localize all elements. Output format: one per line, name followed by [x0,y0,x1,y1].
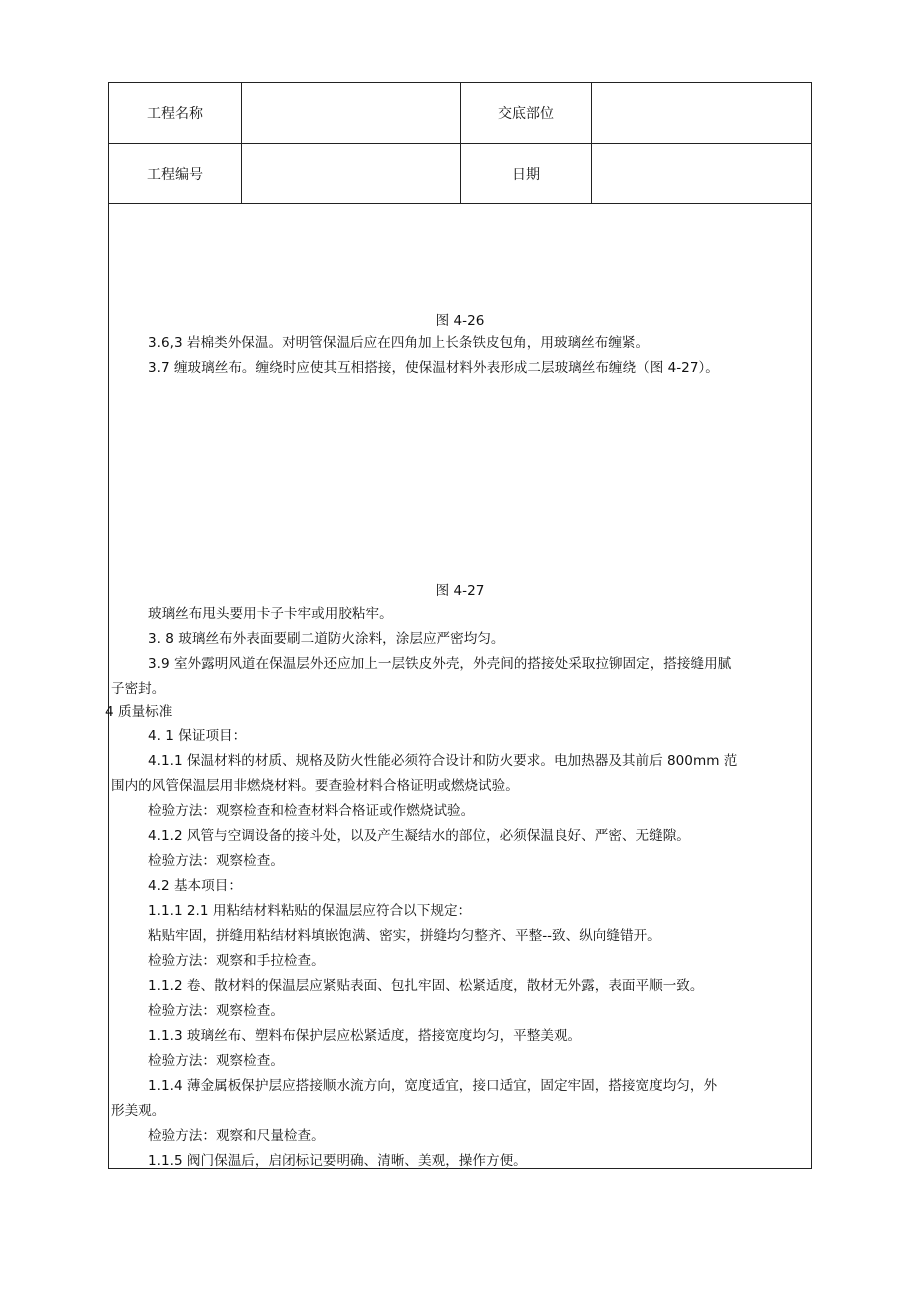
project-no-value [242,144,460,203]
paragraph: 1.1.1 2.1 用粘结材料粘贴的保温层应符合以下规定： [148,903,472,919]
paragraph: 粘贴牢固，拼缝用粘结材料填嵌饱满、密实，拼缝均匀整齐、平整--致、纵向缝错开。 [148,928,661,944]
paragraph: 1.1.3 玻璃丝布、塑料布保护层应松紧适度，搭接宽度均匀，平整美观。 [148,1028,582,1044]
handover-part-label: 交底部位 [498,106,554,122]
section-heading: 4 质量标准 [105,704,173,720]
date-label: 日期 [512,166,540,183]
check-method: 检验方法：观察检查和检查材料合格证或作燃烧试验。 [148,803,475,819]
date-value [592,144,811,203]
paragraph: 1.1.4 薄金属板保护层应搭接顺水流方向，宽度适宜，接口适宜，固定牢固，搭接宽度均匀，外 [148,1078,718,1094]
handover-part-value [592,83,811,143]
check-method: 检验方法：观察检查。 [148,853,284,869]
paragraph: 1.1.2 卷、散材料的保温层应紧贴表面、包扎牢固、松紧适度，散材无外露，表面平顺一致。 [148,978,704,994]
paragraph: 1.1.5 阀门保温后，启闭标记要明确、清晰、美观，操作方便。 [148,1153,527,1169]
paragraph: 3.6,3 岩棉类外保温。对明管保温后应在四角加上长条铁皮包角，用玻璃丝布缠紧。 [148,335,650,351]
header-bottom-divider [109,203,811,204]
figure-caption: 图 4-27 [435,583,485,599]
paragraph: 4.1.2 风管与空调设备的接斗处，以及产生凝结水的部位，必须保温良好、严密、无缝隙。 [148,828,690,844]
check-method: 检验方法：观察检查。 [148,1053,284,1069]
paragraph: 玻璃丝布甩头要用卡子卡牢或用胶粘牢。 [148,606,393,622]
check-method: 检验方法：观察和尺量检查。 [148,1128,325,1144]
paragraph-continuation: 子密封。 [111,681,166,697]
paragraph-continuation: 形美观。 [111,1103,166,1119]
handover-form [105,82,812,1169]
paragraph: 3. 8 玻璃丝布外表面要刷二道防火涂料，涂层应严密均匀。 [148,631,505,647]
subsection-heading: 4.2 基本项目： [148,878,242,894]
subsection-heading: 4. 1 保证项目： [148,728,247,744]
project-name-value [242,83,460,143]
project-name-label: 工程名称 [147,106,203,122]
paragraph: 3.9 室外露明风道在保温层外还应加上一层铁皮外壳，外壳间的搭接处采取拉铆固定，搭接缝用腻 [148,656,732,672]
paragraph: 3.7 缠玻璃丝布。缠绕时应使其互相搭接，使保温材料外表形成二层玻璃丝布缠绕（图 4-27）。 [148,360,719,376]
project-no-label: 工程编号 [147,166,203,183]
check-method: 检验方法：观察和手拉检查。 [148,953,325,969]
paragraph-continuation: 围内的风管保温层用非燃烧材料。要查验材料合格证明或燃烧试验。 [111,778,519,794]
check-method: 检验方法：观察检查。 [148,1003,284,1019]
figure-caption: 图 4-26 [435,313,485,329]
paragraph: 4.1.1 保温材料的材质、规格及防火性能必须符合设计和防火要求。电加热器及其前后 800mm 范 [148,753,738,769]
